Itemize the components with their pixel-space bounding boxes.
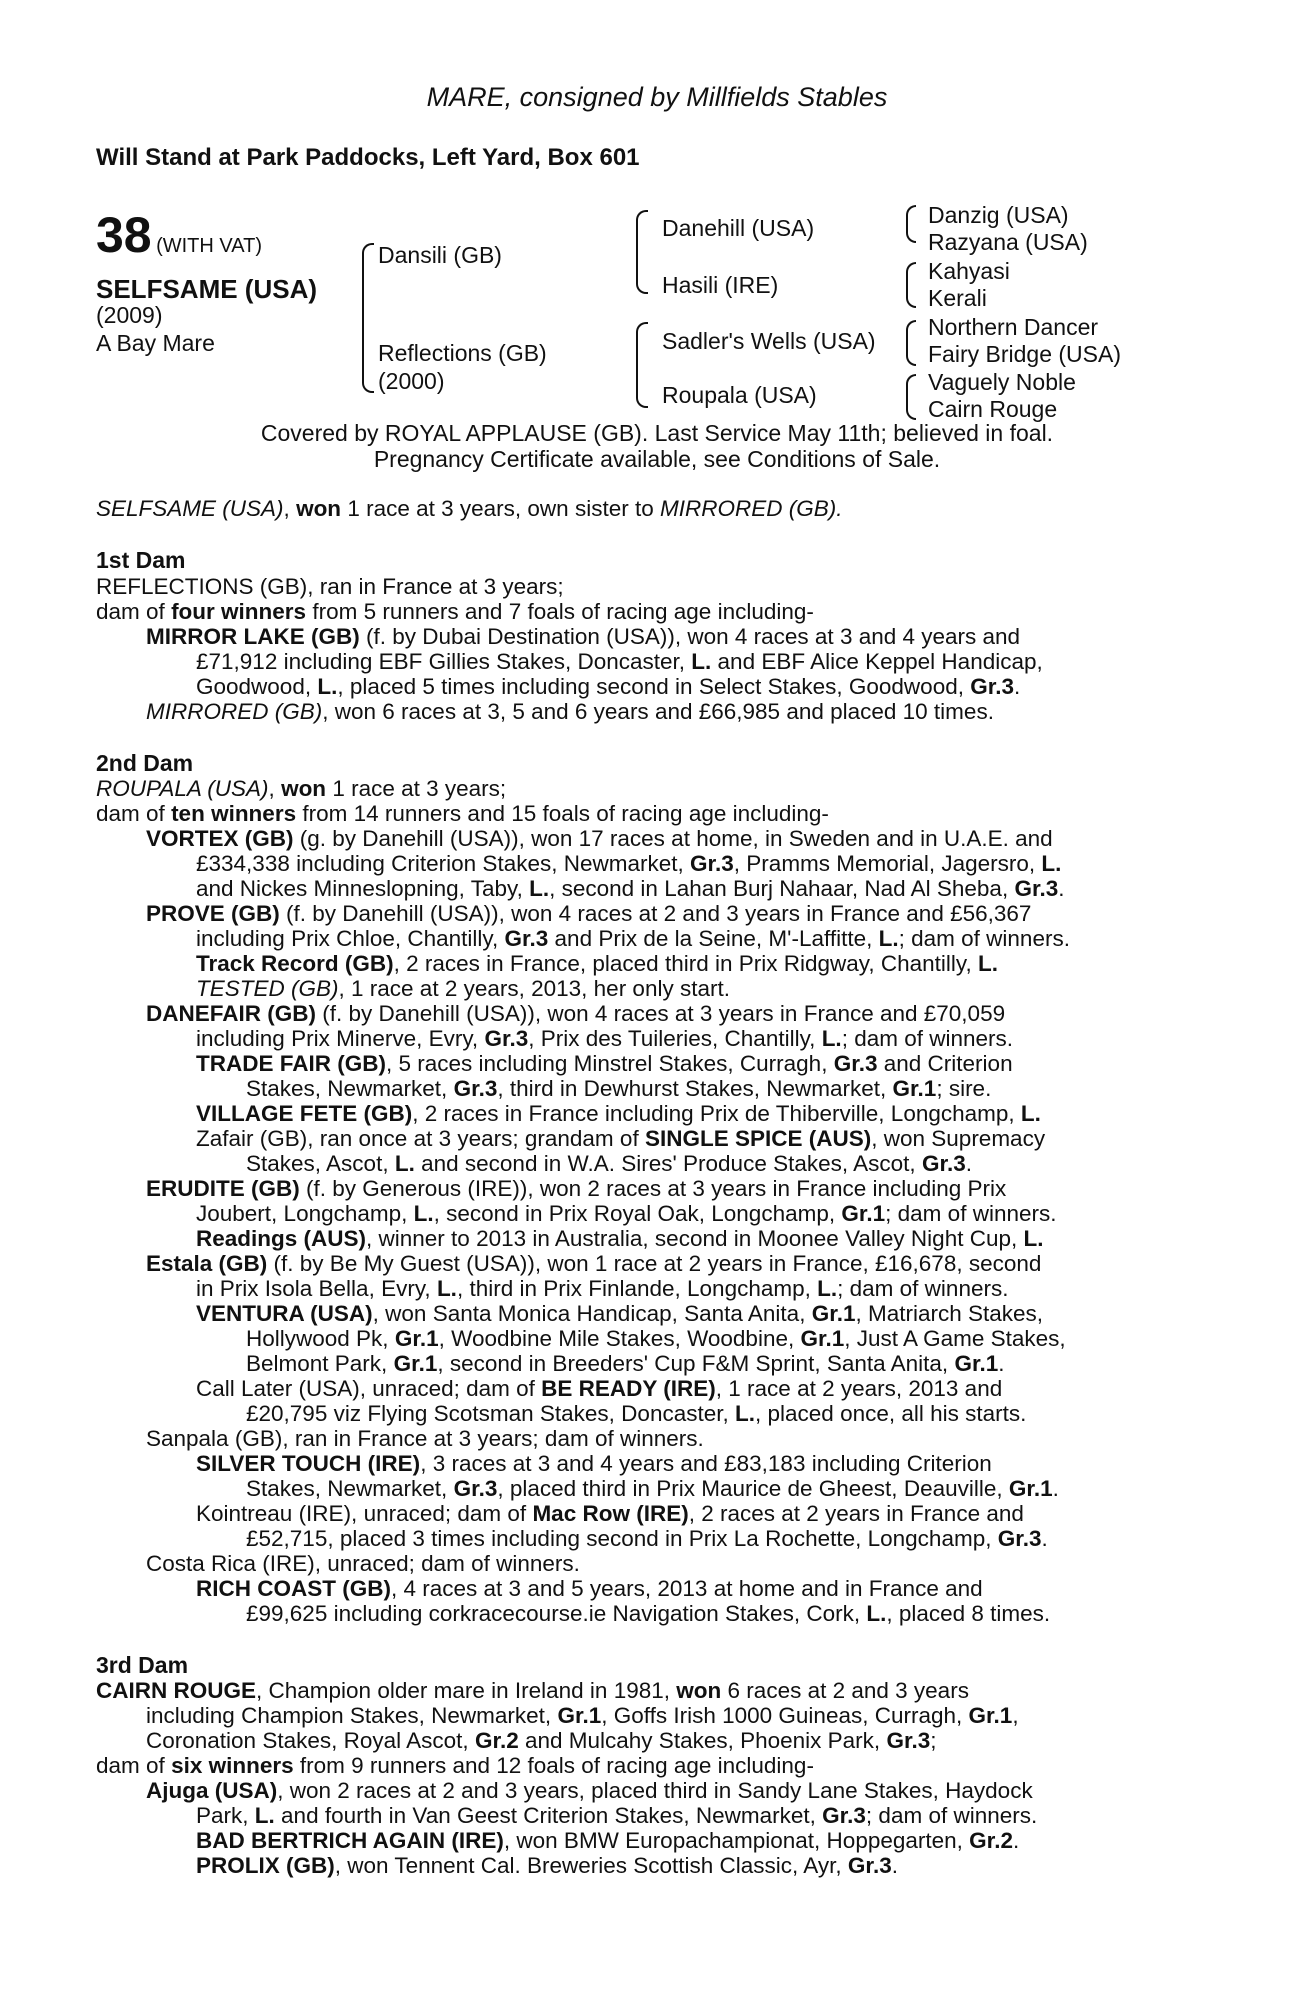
dam1-line: £71,912 including EBF Gillies Stakes, Doncaster, L. and EBF Alice Keppel Handicap, xyxy=(196,649,1043,674)
pedigree-dss: Northern Dancer xyxy=(928,314,1099,340)
dam1-line: Goodwood, L., placed 5 times including second in Select Stakes, Goodwood, Gr.3. xyxy=(196,674,1021,699)
pedigree-sire-sire: Danehill (USA) xyxy=(662,215,815,241)
dam3-line: Park, L. and fourth in Van Geest Criterion Stakes, Newmarket, Gr.3; dam of winners. xyxy=(196,1803,1038,1828)
dam2-line: Stakes, Ascot, L. and second in W.A. Sires' Produce Stakes, Ascot, Gr.3. xyxy=(246,1151,972,1176)
dam1-line: dam of four winners from 5 runners and 7 foals of racing age including- xyxy=(96,599,814,624)
covered-line-2: Pregnancy Certificate available, see Conditions of Sale. xyxy=(373,446,941,472)
dam2-line: Readings (AUS), winner to 2013 in Australia, second in Moonee Valley Night Cup, L. xyxy=(196,1226,1044,1251)
pedigree-dam: Reflections (GB) xyxy=(378,340,547,366)
pedigree-dam-year: (2000) xyxy=(378,368,445,394)
pedigree-dam-sire: Sadler's Wells (USA) xyxy=(662,328,876,354)
intro-line: SELFSAME (USA), won 1 race at 3 years, own sister to MIRRORED (GB). xyxy=(96,496,843,521)
dam2-line: TESTED (GB), 1 race at 2 years, 2013, her only start. xyxy=(196,976,730,1001)
pedigree-brace-ss xyxy=(906,205,916,243)
lot-name: SELFSAME (USA) xyxy=(96,274,317,304)
dam2-line: £334,338 including Criterion Stakes, Newmarket, Gr.3, Pramms Memorial, Jagersro, L. xyxy=(196,851,1062,876)
dam2-line: £52,715, placed 3 times including second in Prix La Rochette, Longchamp, Gr.3. xyxy=(246,1526,1048,1551)
dam3-line: dam of six winners from 9 runners and 12 foals of racing age including- xyxy=(96,1753,814,1778)
dam2-line: Zafair (GB), ran once at 3 years; grandam of SINGLE SPICE (AUS), won Supremacy xyxy=(196,1126,1046,1151)
dam2-line: ROUPALA (USA), won 1 race at 3 years; xyxy=(96,776,507,801)
page-title: MARE, consigned by Millfields Stables xyxy=(426,82,888,112)
dam1-line: MIRROR LAKE (GB) (f. by Dubai Destination (USA)), won 4 races at 3 and 4 years and xyxy=(146,624,1021,649)
stand-location: Will Stand at Park Paddocks, Left Yard, Box 601 xyxy=(96,144,640,171)
dam2-line: Sanpala (GB), ran in France at 3 years; dam of winners. xyxy=(146,1426,704,1451)
pedigree-sdd: Kerali xyxy=(928,285,987,311)
dam2-line: Belmont Park, Gr.1, second in Breeders' Cup F&M Sprint, Santa Anita, Gr.1. xyxy=(246,1351,1005,1376)
dam2-line: in Prix Isola Bella, Evry, L., third in Prix Finlande, Longchamp, L.; dam of winners. xyxy=(196,1276,1009,1301)
dam2-line: including Prix Chloe, Chantilly, Gr.3 and Prix de la Seine, M'-Laffitte, L.; dam of winners. xyxy=(196,926,1070,951)
dam2-line: Track Record (GB), 2 races in France, placed third in Prix Ridgway, Chantilly, L. xyxy=(196,951,998,976)
dam2-line: Stakes, Newmarket, Gr.3, third in Dewhurst Stakes, Newmarket, Gr.1; sire. xyxy=(246,1076,992,1101)
dam2-line: including Prix Minerve, Evry, Gr.3, Prix des Tuileries, Chantilly, L.; dam of winners. xyxy=(196,1026,1014,1051)
pedigree-brace-main xyxy=(362,243,374,393)
pedigree-ssd: Razyana (USA) xyxy=(928,229,1088,255)
dam3-heading: 3rd Dam xyxy=(96,1652,189,1678)
lot-description: A Bay Mare xyxy=(96,330,215,356)
pedigree-brace-dd xyxy=(906,374,916,420)
dam2-line: £99,625 including corkracecourse.ie Navigation Stakes, Cork, L., placed 8 times. xyxy=(246,1601,1051,1626)
dam2-line: dam of ten winners from 14 runners and 15 foals of racing age including- xyxy=(96,801,829,826)
pedigree-brace-ds xyxy=(906,320,916,366)
dam2-line: and Nickes Minneslopning, Taby, L., second in Lahan Burj Nahaar, Nad Al Sheba, Gr.3. xyxy=(196,876,1065,901)
dam3-line: Coronation Stakes, Royal Ascot, Gr.2 and Mulcahy Stakes, Phoenix Park, Gr.3; xyxy=(146,1728,937,1753)
dam2-line: Stakes, Newmarket, Gr.3, placed third in Prix Maurice de Gheest, Deauville, Gr.1. xyxy=(246,1476,1059,1501)
dam2-line: RICH COAST (GB), 4 races at 3 and 5 years, 2013 at home and in France and xyxy=(196,1576,983,1601)
dam1-line: MIRRORED (GB), won 6 races at 3, 5 and 6 years and £66,985 and placed 10 times. xyxy=(146,699,994,724)
dam3-line: Ajuga (USA), won 2 races at 2 and 3 years, placed third in Sandy Lane Stakes, Haydock xyxy=(146,1778,1033,1803)
pedigree-brace-sire xyxy=(636,210,648,294)
vat-label: (WITH VAT) xyxy=(156,235,262,257)
dam2-line: VORTEX (GB) (g. by Danehill (USA)), won 17 races at home, in Sweden and in U.A.E. and xyxy=(146,826,1053,851)
dam3-line: PROLIX (GB), won Tennent Cal. Breweries Scottish Classic, Ayr, Gr.3. xyxy=(196,1853,898,1878)
lot-header xyxy=(96,206,262,264)
pedigree-brace-sd xyxy=(906,262,916,308)
pedigree-sds: Kahyasi xyxy=(928,258,1010,284)
dam2-line: PROVE (GB) (f. by Danehill (USA)), won 4 races at 2 and 3 years in France and £56,367 xyxy=(146,901,1032,926)
dam1-line: REFLECTIONS (GB), ran in France at 3 years; xyxy=(96,574,564,599)
pedigree-dsd: Fairy Bridge (USA) xyxy=(928,341,1121,367)
dam2-line: Call Later (USA), unraced; dam of BE READY (IRE), 1 race at 2 years, 2013 and xyxy=(196,1376,1003,1401)
pedigree-sire-dam: Hasili (IRE) xyxy=(662,272,779,298)
pedigree-brace-dam xyxy=(636,322,648,408)
pedigree-dam-dam: Roupala (USA) xyxy=(662,382,817,408)
pedigree-sss: Danzig (USA) xyxy=(928,202,1069,228)
dam2-line: VILLAGE FETE (GB), 2 races in France including Prix de Thiberville, Longchamp, L. xyxy=(196,1101,1041,1126)
dam2-heading: 2nd Dam xyxy=(96,750,194,776)
dam2-line: Costa Rica (IRE), unraced; dam of winners. xyxy=(146,1551,580,1576)
covered-line-1: Covered by ROYAL APPLAUSE (GB). Last Service May 11th; believed in foal. xyxy=(260,420,1054,446)
dam2-line: Kointreau (IRE), unraced; dam of Mac Row (IRE), 2 races at 2 years in France and xyxy=(196,1501,1024,1526)
lot-year: (2009) xyxy=(96,302,163,328)
dam3-line: BAD BERTRICH AGAIN (IRE), won BMW Europachampionat, Hoppegarten, Gr.2. xyxy=(196,1828,1020,1853)
dam2-line: TRADE FAIR (GB), 5 races including Minstrel Stakes, Curragh, Gr.3 and Criterion xyxy=(196,1051,1013,1076)
dam2-line: Hollywood Pk, Gr.1, Woodbine Mile Stakes, Woodbine, Gr.1, Just A Game Stakes, xyxy=(246,1326,1066,1351)
dam2-line: DANEFAIR (GB) (f. by Danehill (USA)), won 4 races at 3 years in France and £70,059 xyxy=(146,1001,1006,1026)
dam2-line: £20,795 viz Flying Scotsman Stakes, Doncaster, L., placed once, all his starts. xyxy=(246,1401,1027,1426)
dam3-line: including Champion Stakes, Newmarket, Gr.1, Goffs Irish 1000 Guineas, Curragh, Gr.1, xyxy=(146,1703,1019,1728)
pedigree-ddd: Cairn Rouge xyxy=(928,396,1058,422)
dam2-line: Estala (GB) (f. by Be My Guest (USA)), won 1 race at 2 years in France, £16,678, second xyxy=(146,1251,1042,1276)
dam3-line: CAIRN ROUGE, Champion older mare in Ireland in 1981, won 6 races at 2 and 3 years xyxy=(96,1678,969,1703)
lot-number: 38 xyxy=(96,207,152,263)
dam2-line: SILVER TOUCH (IRE), 3 races at 3 and 4 years and £83,183 including Criterion xyxy=(196,1451,992,1476)
dam2-line: VENTURA (USA), won Santa Monica Handicap, Santa Anita, Gr.1, Matriarch Stakes, xyxy=(196,1301,1044,1326)
pedigree-sire: Dansili (GB) xyxy=(378,242,502,268)
pedigree-dds: Vaguely Noble xyxy=(928,369,1076,395)
dam2-line: Joubert, Longchamp, L., second in Prix Royal Oak, Longchamp, Gr.1; dam of winners. xyxy=(196,1201,1057,1226)
dam1-heading: 1st Dam xyxy=(96,547,186,573)
dam2-line: ERUDITE (GB) (f. by Generous (IRE)), won 2 races at 3 years in France including Prix xyxy=(146,1176,1007,1201)
